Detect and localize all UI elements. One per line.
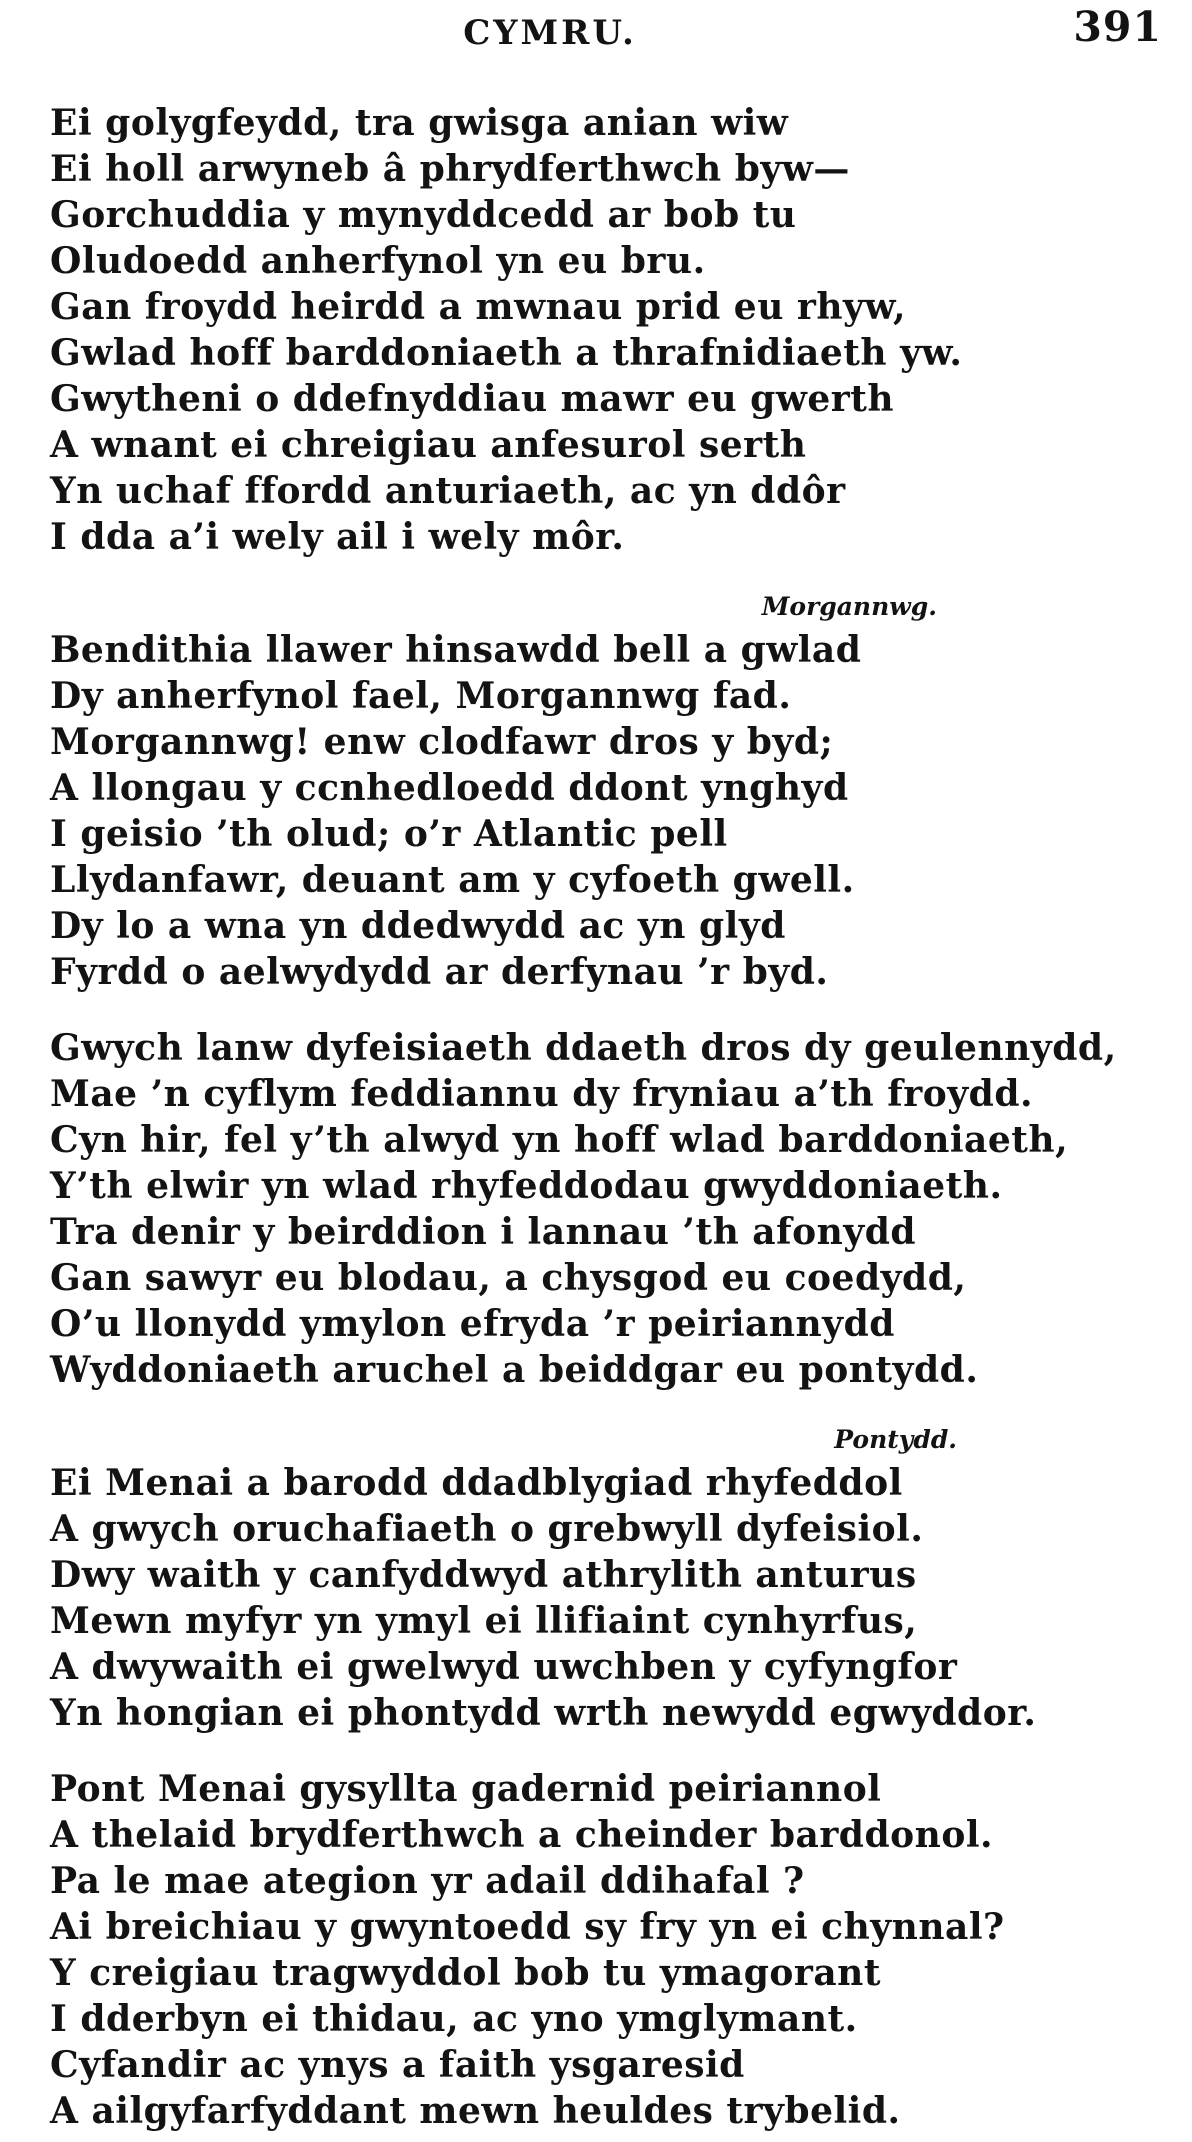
stanza bbox=[50, 100, 1162, 560]
poem-line: Oludoedd anherfynol yn eu bru. bbox=[50, 240, 706, 282]
poem-line: Y’th elwir yn wlad rhyfeddodau gwyddoniaeth. bbox=[50, 1165, 1003, 1207]
poem-body bbox=[50, 100, 1162, 2142]
stanza bbox=[50, 1766, 1162, 2134]
poem-line: Gan froydd heirdd a mwnau prid eu rhyw, bbox=[50, 286, 907, 328]
poem-line: Ai breichiau y gwyntoedd sy fry yn ei chynnal? bbox=[50, 1906, 1005, 1948]
poem-line: A thelaid brydferthwch a cheinder barddonol. bbox=[50, 1814, 994, 1856]
poem-line: Gwytheni o ddefnyddiau mawr eu gwerth bbox=[50, 378, 895, 420]
poem-line: Pa le mae ategion yr adail ddihafal ? bbox=[50, 1860, 805, 1902]
poem-line: Dy anherfynol fael, Morgannwg fad. bbox=[50, 675, 792, 717]
poem-line: Gwych lanw dyfeisiaeth ddaeth dros dy geulennydd, bbox=[50, 1027, 1117, 1069]
stanza-attribution: Morgannwg. bbox=[761, 592, 937, 621]
poem-line: Wyddoniaeth aruchel a beiddgar eu pontydd. bbox=[50, 1349, 979, 1391]
poem-line: Ei holl arwyneb â phrydferthwch byw— bbox=[50, 148, 850, 190]
poem-line: Morgannwg! enw clodfawr dros y byd; bbox=[50, 721, 834, 763]
poem-line: Dy lo a wna yn ddedwydd ac yn glyd bbox=[50, 905, 786, 947]
poem-line: Gorchuddia y mynyddcedd ar bob tu bbox=[50, 194, 797, 236]
poem-line: Gan sawyr eu blodau, a chysgod eu coedydd, bbox=[50, 1257, 967, 1299]
poem-line: Bendithia llawer hinsawdd bell a gwlad bbox=[50, 629, 862, 671]
poem-line: A dwywaith ei gwelwyd uwchben y cyfyngfor bbox=[50, 1646, 958, 1688]
poem-line: A gwych oruchafiaeth o grebwyll dyfeisiol. bbox=[50, 1508, 924, 1550]
poem-line: Yn uchaf ffordd anturiaeth, ac yn ddôr bbox=[50, 470, 846, 512]
poem-line: O’u llonydd ymylon efryda ’r peiriannydd bbox=[50, 1303, 895, 1345]
poem-line: I dda a’i wely ail i wely môr. bbox=[50, 516, 625, 558]
poem-line: I geisio ’th olud; o’r Atlantic pell bbox=[50, 813, 728, 855]
poem-line: Dwy waith y canfyddwyd athrylith anturus bbox=[50, 1554, 917, 1596]
poem-line: A ailgyfarfyddant mewn heuldes trybelid. bbox=[50, 2090, 901, 2132]
poem-line: Mae ’n cyflym feddiannu dy fryniau a’th froydd. bbox=[50, 1073, 1034, 1115]
poem-line: Fyrdd o aelwydydd ar derfynau ’r byd. bbox=[50, 951, 829, 993]
stanza bbox=[50, 1460, 1162, 1736]
stanza-attribution: Pontydd. bbox=[834, 1425, 957, 1454]
page-number: 391 bbox=[1073, 3, 1162, 51]
poem-line: Ei Menai a barodd ddadblygiad rhyfeddol bbox=[50, 1462, 903, 1504]
poem-line: Mewn myfyr yn ymyl ei llifiaint cynhyrfus, bbox=[50, 1600, 918, 1642]
poem-line: Gwlad hoff barddoniaeth a thrafnidiaeth yw. bbox=[50, 332, 963, 374]
poem-line: Pont Menai gysyllta gadernid peiriannol bbox=[50, 1768, 882, 1810]
poem-line: A wnant ei chreigiau anfesurol serth bbox=[50, 424, 807, 466]
poem-line: A llongau y ccnhedloedd ddont ynghyd bbox=[50, 767, 849, 809]
poem-line: Llydanfawr, deuant am y cyfoeth gwell. bbox=[50, 859, 855, 901]
stanza bbox=[50, 627, 1162, 995]
poem-line: Y creigiau tragwyddol bob tu ymagorant bbox=[50, 1952, 881, 1994]
running-title: CYMRU. bbox=[463, 13, 637, 53]
poem-line: Yn hongian ei phontydd wrth newydd egwyddor. bbox=[50, 1692, 1037, 1734]
poem-line: Cyn hir, fel y’th alwyd yn hoff wlad barddoniaeth, bbox=[50, 1119, 1069, 1161]
poem-line: Cyfandir ac ynys a faith ysgaresid bbox=[50, 2044, 745, 2086]
stanza bbox=[50, 1025, 1162, 1393]
poem-line: Ei golygfeydd, tra gwisga anian wiw bbox=[50, 102, 789, 144]
poem-line: Tra denir y beirddion i lannau ’th afonydd bbox=[50, 1211, 917, 1253]
poem-line: I dderbyn ei thidau, ac yno ymglymant. bbox=[50, 1998, 858, 2040]
